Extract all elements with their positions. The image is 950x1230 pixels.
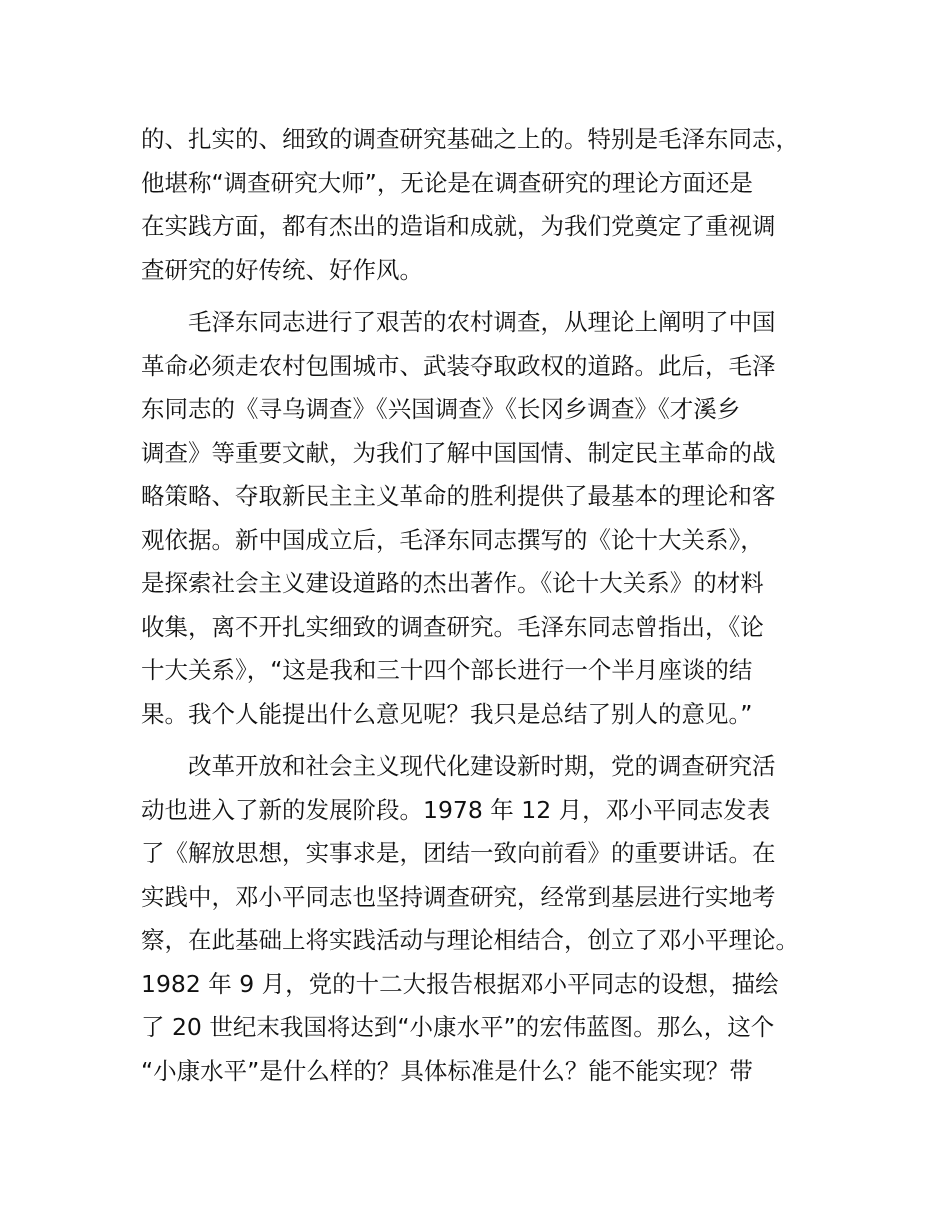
text-line: 实践中，邓小平同志也坚持调查研究，经常到基层进行实地考 xyxy=(141,882,776,911)
text-line: 动也进入了新的发展阶段。1978 年 12 月，邓小平同志发表 xyxy=(141,795,771,824)
paragraph xyxy=(141,118,813,292)
text-line: 的、扎实的、细致的调查研究基础之上的。特别是毛泽东同志， xyxy=(141,125,799,153)
text-line: 是探索社会主义建设道路的杰出著作。《论十大关系》的材料 xyxy=(141,569,764,597)
text-line: 察，在此基础上将实践活动与理论相结合，创立了邓小平理论。 xyxy=(141,926,799,954)
text-line: 改革开放和社会主义现代化建设新时期，党的调查研究活 xyxy=(188,752,776,780)
text-line: 了《解放思想，实事求是，团结一致向前看》的重要讲话。在 xyxy=(141,839,776,867)
text-line: 查研究的好传统、好作风。 xyxy=(141,255,423,284)
text-line: 观依据。新中国成立后，毛泽东同志撰写的《论十大关系》， xyxy=(141,525,764,554)
paragraph xyxy=(141,745,813,1093)
text-line: 收集，离不开扎实细致的调查研究。毛泽东同志曾指出，《论 xyxy=(141,612,764,641)
text-line: 他堪称“调查研究大师”，无论是在调查研究的理论方面还是 xyxy=(141,168,753,197)
paragraph xyxy=(141,301,813,736)
text-line: “小康水平”是什么样的？具体标准是什么？能不能实现？带 xyxy=(141,1056,753,1085)
text-line: 东同志的《寻乌调查》《兴国调查》《长冈乡调查》《才溪乡 xyxy=(141,395,741,423)
text-line: 1982 年 9 月，党的十二大报告根据邓小平同志的设想，描绘 xyxy=(141,969,779,998)
text-line: 十大关系》，“这是我和三十四个部长进行一个半月座谈的结 xyxy=(141,656,753,684)
text-line: 毛泽东同志进行了艰苦的农村调查，从理论上阐明了中国 xyxy=(188,308,776,336)
text-line: 革命必须走农村包围城市、武装夺取政权的道路。此后，毛泽 xyxy=(141,351,776,380)
text-line: 在实践方面，都有杰出的造诣和成就，为我们党奠定了重视调 xyxy=(141,212,776,240)
text-line: 调查》等重要文献，为我们了解中国国情、制定民主革命的战 xyxy=(141,438,776,467)
text-line: 果。我个人能提出什么意见呢？我只是总结了别人的意见。” xyxy=(141,699,753,728)
text-line: 了 20 世纪末我国将达到“小康水平”的宏伟蓝图。那么，这个 xyxy=(141,1013,775,1041)
document-body xyxy=(141,118,813,1093)
text-line: 略策略、夺取新民主主义革命的胜利提供了最基本的理论和客 xyxy=(141,482,776,510)
